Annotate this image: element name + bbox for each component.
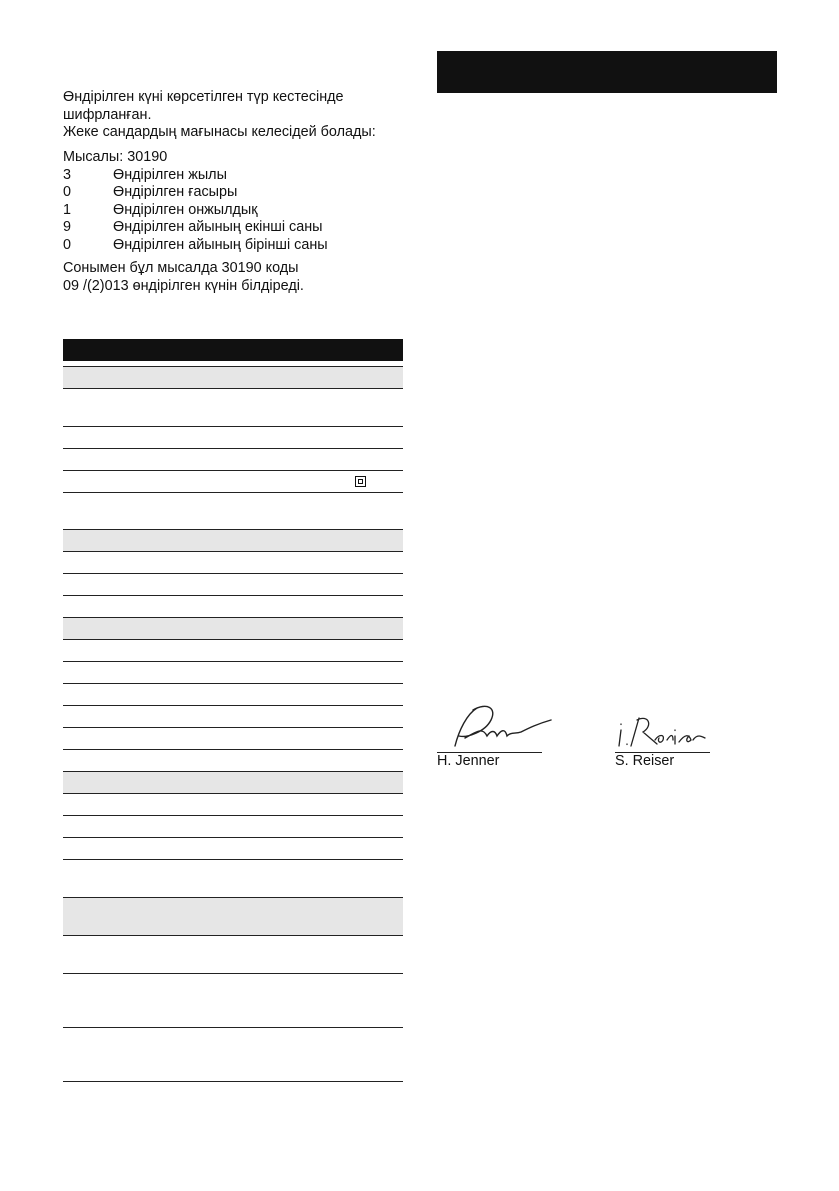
table-row (63, 389, 403, 427)
table-section-row (63, 618, 403, 640)
table-section-row (63, 898, 403, 936)
table-row (63, 684, 403, 706)
table-row (63, 471, 403, 493)
table-row (63, 574, 403, 596)
table-row (63, 662, 403, 684)
table-row (63, 449, 403, 471)
table-row (63, 974, 403, 1028)
intro-line: Өндірілген күні көрсетілген түр кестесінде (63, 89, 344, 105)
example-row (63, 184, 408, 202)
table-row (63, 706, 403, 728)
summary-line: 09 /(2)013 өндірілген күнін білдіреді. (63, 277, 304, 294)
table-row (63, 552, 403, 574)
signatory-name: H. Jenner (437, 753, 500, 769)
table-section-row (63, 367, 403, 389)
signature-block-reiser (615, 700, 715, 770)
table-row (63, 1028, 403, 1082)
table-row (63, 640, 403, 662)
table-section-row (63, 530, 403, 552)
date-code-summary (63, 260, 408, 295)
table-row (63, 936, 403, 974)
table-row (63, 750, 403, 772)
table-row (63, 794, 403, 816)
example-digit: 1 (63, 201, 72, 218)
table-row (63, 493, 403, 530)
example-digit: 0 (63, 236, 72, 253)
declaration-header-band (437, 51, 777, 93)
example-title: Мысалы: 30190 (63, 149, 168, 165)
table-row (63, 860, 403, 898)
example-meaning: Өндірілген айының бірінші саны (113, 236, 328, 253)
example-meaning: Өндірілген онжылдық (113, 201, 258, 218)
handwritten-signature-reiser (615, 700, 715, 752)
production-date-intro (63, 89, 408, 142)
table-header (63, 339, 403, 361)
example-digit: 9 (63, 219, 72, 235)
table-section-row (63, 772, 403, 794)
example-meaning: Өндірілген жылы (113, 166, 227, 183)
example-meaning: Өндірілген айының екінші саны (113, 219, 323, 235)
example-row (63, 202, 408, 220)
example-meaning: Өндірілген ғасыры (113, 184, 238, 200)
date-code-example (63, 149, 408, 254)
table-row (63, 728, 403, 750)
table-row (63, 427, 403, 449)
summary-line: Сонымен бұл мысалда 30190 коды (63, 260, 299, 276)
intro-line: Жеке сандардың мағынасы келесідей болады: (63, 124, 376, 140)
intro-line: шифрланған. (63, 106, 152, 123)
table-row (63, 838, 403, 860)
example-digit: 0 (63, 184, 72, 200)
signatory-name: S. Reiser (615, 753, 675, 769)
example-row (63, 219, 408, 237)
signature-block-jenner (437, 700, 557, 770)
handwritten-signature-jenner (437, 700, 557, 752)
table-row (63, 816, 403, 838)
example-row (63, 237, 408, 255)
example-row (63, 167, 408, 185)
example-digit: 3 (63, 166, 72, 183)
protection-class-icon (355, 476, 366, 487)
technical-data-table (63, 339, 403, 1082)
table-row (63, 596, 403, 618)
